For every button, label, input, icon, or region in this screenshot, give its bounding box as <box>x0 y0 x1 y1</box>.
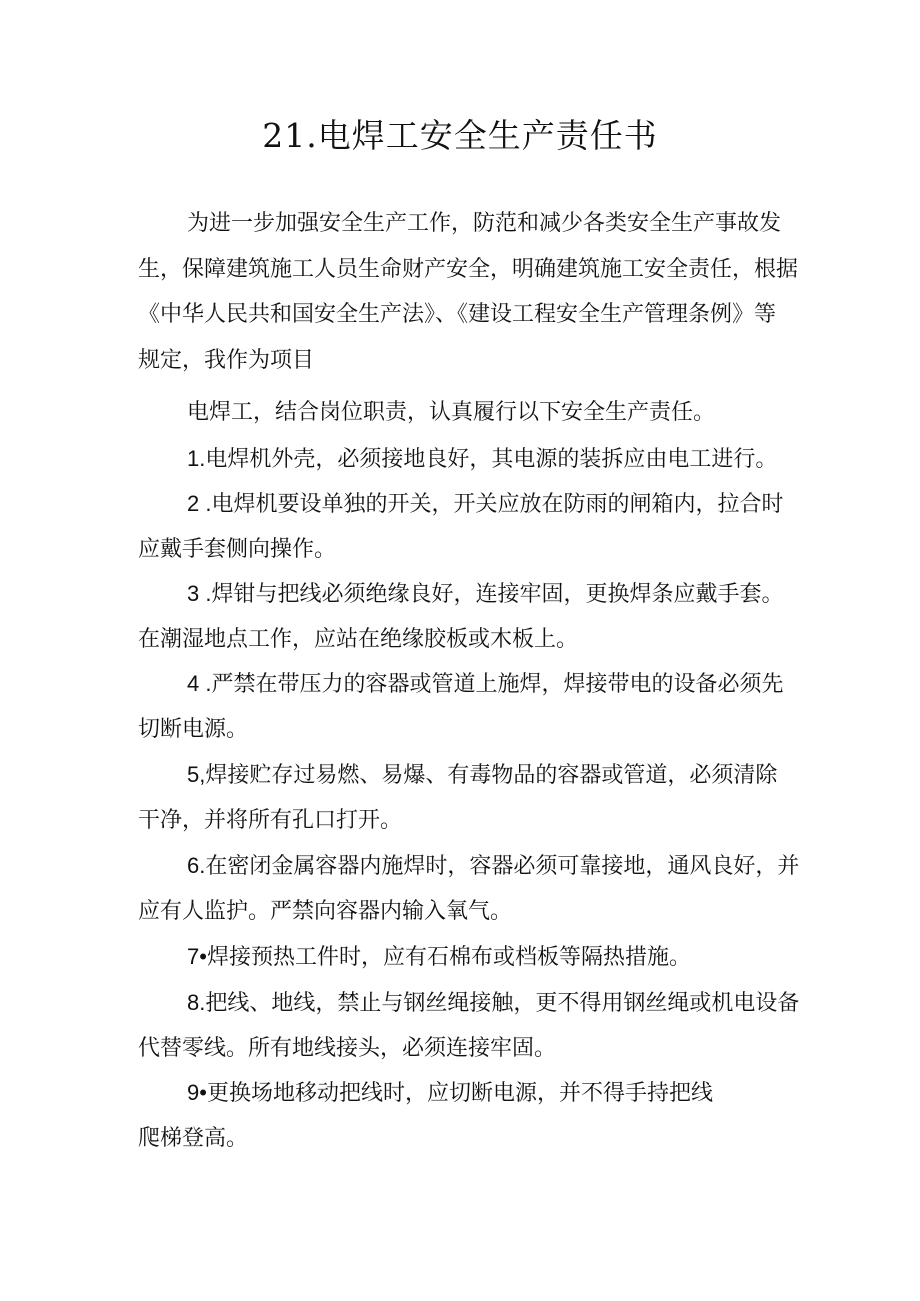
item-text: 电焊机外壳，必须接地良好，其电源的装拆应由电工进行。 <box>205 447 778 472</box>
intro-line: 为进一步加强安全生产工作，防范和减少各类安全生产事故发 <box>187 211 782 236</box>
item-first-line <box>138 752 798 798</box>
item-text: 更换场地移动把线时，应切断电源，并不得手持把线 <box>206 1081 713 1106</box>
item-first-line <box>138 980 798 1026</box>
pledge-paragraph <box>138 390 798 436</box>
item-text: 在密闭金属容器内施焊时，容器必须可靠接地，通风良好，并 <box>205 854 800 879</box>
item-first-line <box>138 661 798 707</box>
item-3 <box>138 571 798 662</box>
item-text: 应戴手套侧向操作。 <box>138 536 337 562</box>
item-first-line <box>138 934 798 980</box>
item-text: 代替零线。所有地线接头，必须连接牢固。 <box>138 1035 557 1061</box>
item-text: 把线、地线，禁止与钢丝绳接触，更不得用钢丝绳或机电设备 <box>205 991 800 1016</box>
item-9 <box>138 1070 798 1161</box>
item-2 <box>138 481 798 572</box>
item-text: 干净，并将所有孔口打开。 <box>138 807 403 833</box>
item-5 <box>138 752 798 843</box>
item-number: 1. <box>187 446 206 471</box>
item-text: 在潮湿地点工作，应站在绝缘胶板或木板上。 <box>138 626 579 652</box>
item-first-line <box>138 843 798 889</box>
item-text: 焊接预热工件时，应有石棉布或档板等隔热措施。 <box>206 945 691 970</box>
document-title: 21.电焊工安全生产责任书 <box>262 116 658 155</box>
item-text: 焊接贮存过易燃、易爆、有毒物品的容器或管道，必须清除 <box>205 763 778 788</box>
item-text: 电焊机要设单独的开关，开关应放在防雨的闸箱内，拉合时 <box>211 492 784 517</box>
item-number: 8. <box>187 990 206 1015</box>
pledge-line: 电焊工，结合岗位职责，认真履行以下安全生产责任。 <box>187 400 716 425</box>
item-text: 应有人监护。严禁向容器内输入氧气。 <box>138 898 513 924</box>
intro-line: 规定，我作为项目 <box>138 347 315 373</box>
item-7 <box>138 934 798 980</box>
item-number: 7• <box>187 944 207 969</box>
item-first-line <box>138 571 798 617</box>
item-number: 4 . <box>187 671 212 696</box>
item-text: 严禁在带压力的容器或管道上施焊，焊接带电的设备必须先 <box>211 672 784 697</box>
item-4 <box>138 661 798 752</box>
item-first-line <box>138 436 798 482</box>
item-number: 3 . <box>187 581 212 606</box>
item-first-line <box>138 481 798 527</box>
item-number: 6. <box>187 853 206 878</box>
item-1 <box>138 436 798 482</box>
intro-line: 《中华人民共和国安全生产法》、《建设工程安全生产管理条例》等 <box>138 302 777 327</box>
intro-line: 生，保障建筑施工人员生命财产安全，明确建筑施工安全责任，根据 <box>138 256 799 282</box>
item-number: 2 . <box>187 491 212 516</box>
item-number: 5, <box>187 762 206 787</box>
item-text: 爬梯登高。 <box>138 1125 249 1151</box>
item-text: 焊钳与把线必须绝缘良好，连接牢固，更换焊条应戴手套。 <box>211 582 784 607</box>
intro-paragraph <box>138 201 798 383</box>
item-6 <box>138 843 798 934</box>
item-8 <box>138 980 798 1071</box>
item-text: 切断电源。 <box>138 716 249 742</box>
item-first-line <box>138 1070 798 1116</box>
item-number: 9• <box>187 1080 207 1105</box>
